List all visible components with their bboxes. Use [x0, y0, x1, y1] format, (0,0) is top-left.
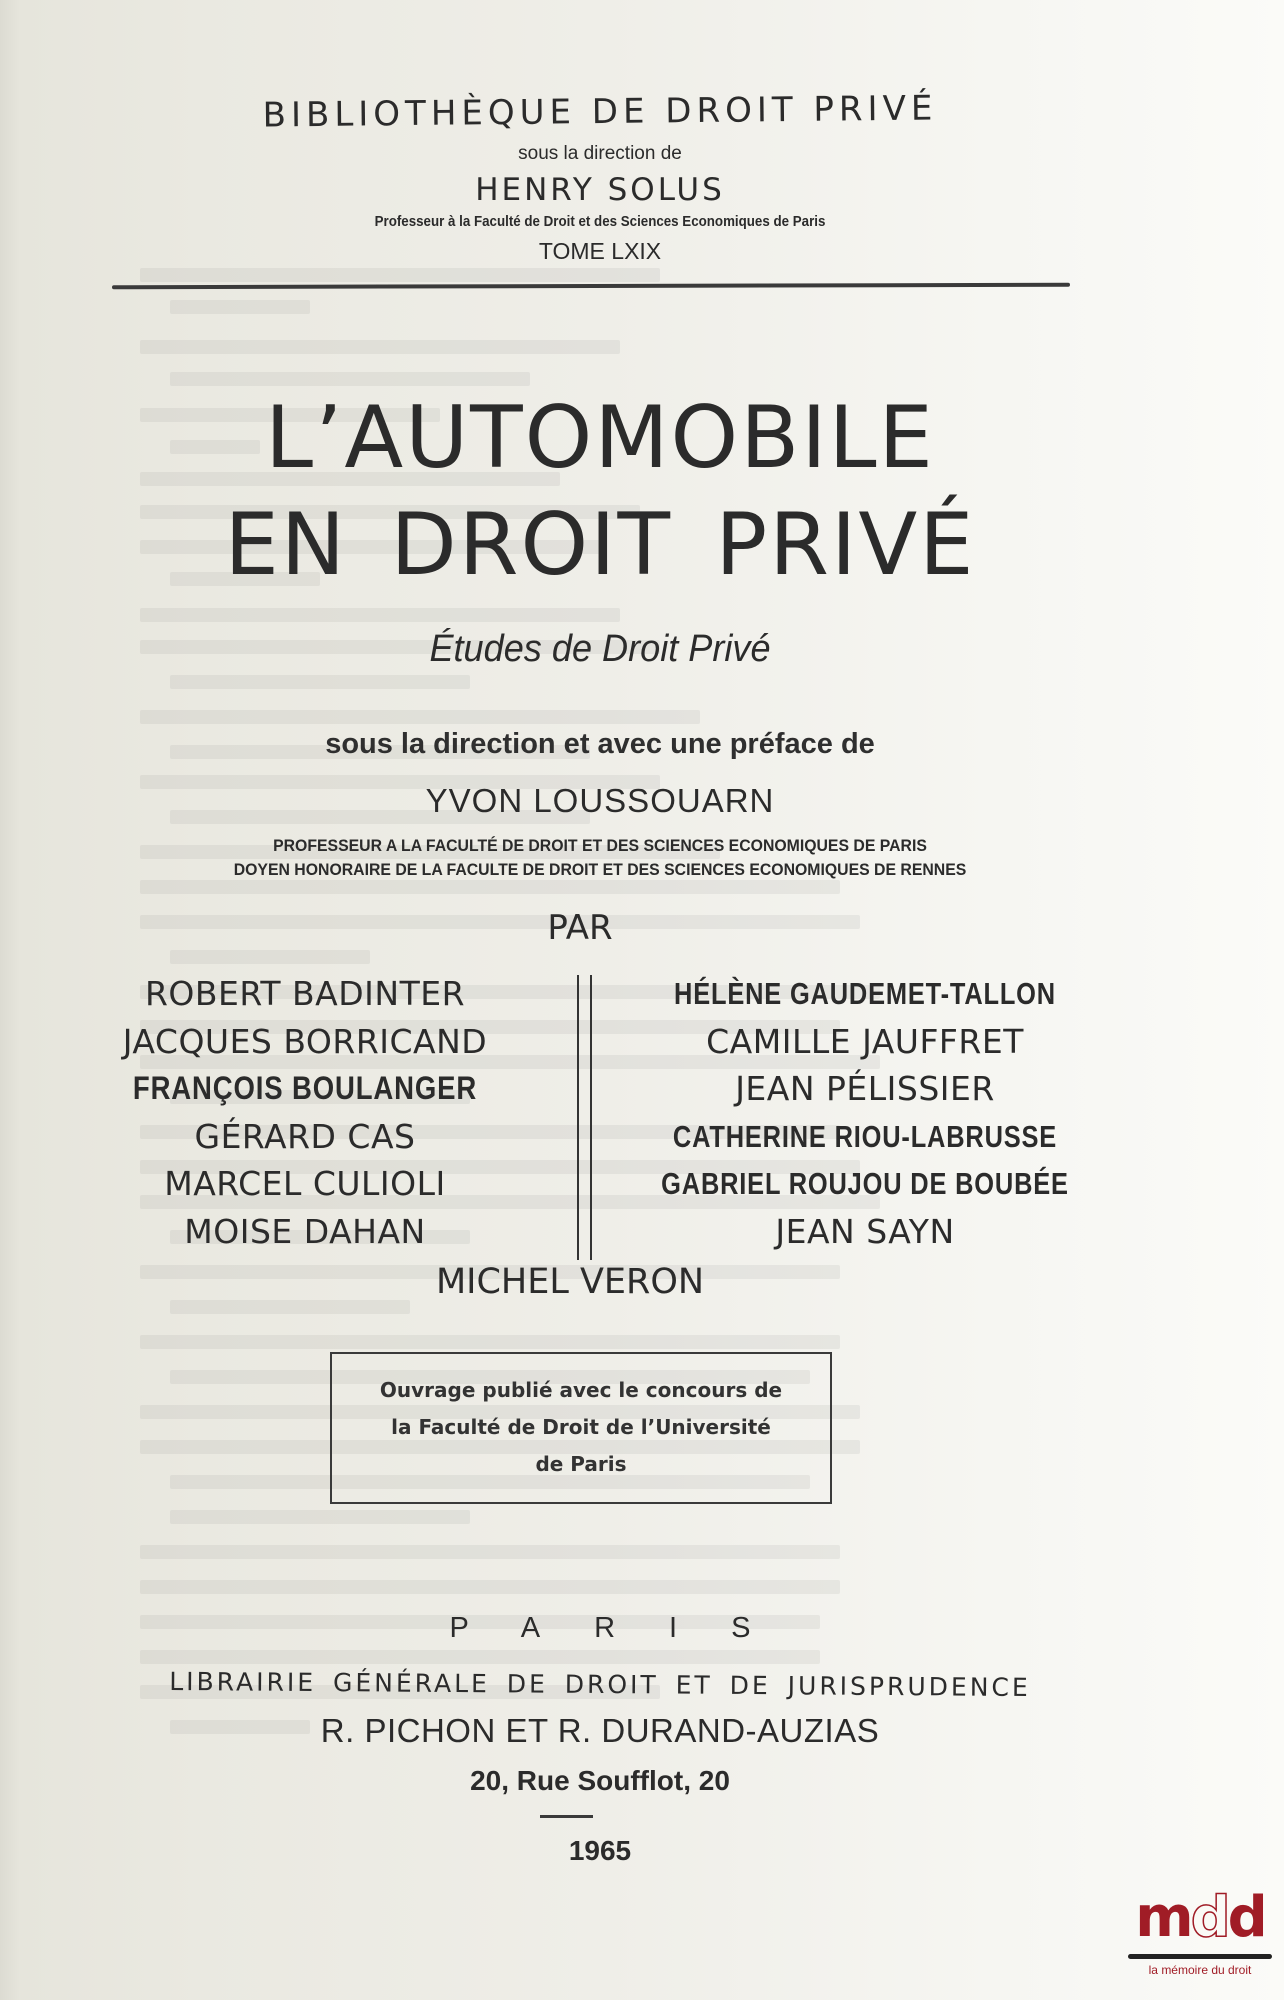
mdd-logo-icon: mdd [1135, 1885, 1265, 1950]
editor-direction-label: sous la direction et avec une préface de [325, 728, 875, 760]
author-name: CATHERINE RIOU-LABRUSSE [672, 1118, 1058, 1154]
publisher-city: PARIS [449, 1612, 805, 1644]
author-name: ROBERT BADINTER [144, 974, 466, 1013]
notice-line: la Faculté de Droit de l’Université [391, 1415, 771, 1439]
mdd-logo [1125, 1885, 1275, 1993]
author-name: HÉLÈNE GAUDEMET-TALLON [674, 976, 1056, 1011]
authors-left-column [55, 970, 555, 1255]
notice-line: de Paris [535, 1452, 627, 1476]
series-director-affiliation: Professeur à la Faculté de Droit et des Sciences Economiques de Paris [374, 214, 826, 230]
author-name: GÉRARD CAS [194, 1116, 416, 1156]
author-name: MARCEL CULIOLI [164, 1164, 446, 1203]
publication-notice-box [330, 1352, 832, 1504]
author-name: FRANÇOIS BOULANGER [132, 1070, 478, 1106]
editor-affiliation-2: DOYEN HONORAIRE DE LA FACULTE DE DROIT ET DES SCIENCES ECONOMIQUES DE RENNES [233, 860, 967, 879]
header-divider [112, 283, 1070, 290]
volume-number: TOME LXIX [538, 238, 662, 264]
column-divider-line [577, 975, 579, 1260]
editor-name: YVON LOUSSOUARN [425, 782, 775, 819]
series-direction-label: sous la direction de [518, 143, 682, 164]
author-name: JEAN SAYN [775, 1211, 955, 1251]
book-title-line2: EN DROIT PRIVÉ [224, 495, 976, 595]
author-name: GABRIEL ROUJOU DE BOUBÉE [661, 1166, 1069, 1201]
series-director: HENRY SOLUS [475, 172, 725, 208]
publisher-owners: R. PICHON ET R. DURAND-AUZIAS [320, 1712, 880, 1749]
publisher-name: LIBRAIRIE GÉNÉRALE DE DROIT ET DE JURISPRUDENCE [169, 1666, 1031, 1703]
author-name: JEAN PÉLISSIER [735, 1069, 995, 1108]
logo-tagline: la mémoire du droit [1148, 1963, 1252, 1977]
author-name: CAMILLE JAUFFRET [706, 1021, 1024, 1061]
editor-affiliation-1: PROFESSEUR A LA FACULTÉ DE DROIT ET DES SCIENCES ECONOMIQUES DE PARIS [273, 836, 927, 855]
notice-line: Ouvrage publié avec le concours de [379, 1378, 783, 1402]
authors-right-column [615, 970, 1115, 1255]
footer-divider [540, 1815, 593, 1818]
publisher-address: 20, Rue Soufflot, 20 [470, 1765, 730, 1796]
author-name-bottom: MICHEL VERON [435, 1262, 705, 1302]
author-name: JACQUES BORRICAND [122, 1021, 488, 1061]
book-title-line1: L’AUTOMOBILE [265, 388, 935, 488]
author-name: MOISE DAHAN [184, 1211, 426, 1251]
book-subtitle: Études de Droit Privé [429, 628, 771, 670]
publication-year: 1965 [568, 1835, 632, 1866]
series-title: BIBLIOTHÈQUE DE DROIT PRIVÉ [262, 88, 938, 136]
column-divider-line [590, 975, 592, 1260]
authors-label: PAR [547, 908, 613, 948]
logo-underline [1128, 1954, 1272, 1959]
